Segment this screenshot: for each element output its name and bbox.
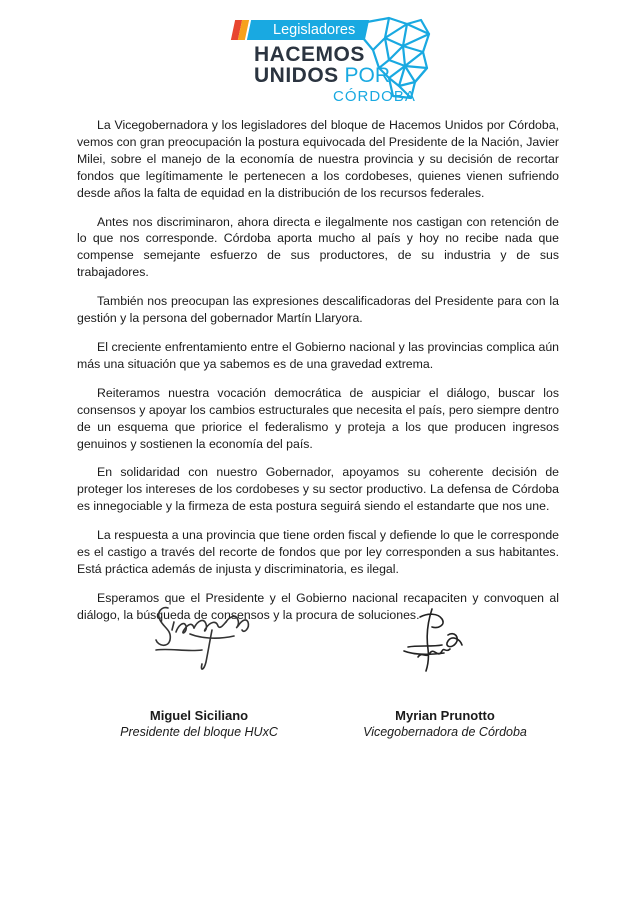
party-logo [229,16,429,105]
signatory-name: Myrian Prunotto [395,708,495,723]
logo-badge: Legisladores [247,20,369,40]
signatory-role: Vicegobernadora de Córdoba [363,725,527,739]
logo-line-2-bold: UNIDOS [254,64,339,87]
signatory-siciliano [99,707,299,741]
signature-prunotto [398,605,468,675]
logo-line-3: CÓRDOBA [333,88,416,105]
paragraph: En solidaridad con nuestro Gobernador, apoyamos su coherente decisión de proteger los intereses de los cordobeses y su sector productivo. La defensa de Córdoba es innegociable y la firmeza de esta postura seguirá siendo el estandarte que nos une. [77,465,559,514]
signatory-role: Presidente del bloque HUxC [120,725,278,739]
paragraph: Antes nos discriminaron, ahora directa e ilegalmente nos castigan con retención de lo que nos corresponde. Córdoba aporta mucho al país y hoy no recibe nada que compense semejante esfuerzo de sus productores, de su industria y de sus trabajadores. [77,214,559,280]
paragraph: Esperamos que el Presidente y el Gobierno nacional recapaciten y convoquen al diálogo, la búsqueda de consensos y la procura de soluciones. [77,590,559,622]
paragraph: El creciente enfrentamiento entre el Gobierno nacional y las provincias complica aún más una situación que ya sabemos es de una gravedad extrema. [77,339,559,371]
statement-body [77,117,559,636]
paragraph: También nos preocupan las expresiones descalificadoras del Presidente para con la gestión y la persona del gobernador Martín Llaryora. [77,294,559,326]
paragraph: Reiteramos nuestra vocación democrática de auspiciar el diálogo, buscar los consensos y apoyar los cambios estructurales que necesita el país, pero siempre dentro de un esquema que priorice el federalismo y proteja a los que producen ingresos genuinos y sostienen la economía del país. [77,385,559,451]
paragraph: La Vicegobernadora y los legisladores del bloque de Hacemos Unidos por Córdoba, vemos con gran preocupación la postura equivocada del Presidente de la Nación, Javier Milei, sobre el manejo de la economía de nuestra provincia y su decisión de recortar fondos que legítimamente le pertenecen a los cordobeses, quienes vienen sufriendo desde años la falta de equidad en la distribución de los recursos federales. [77,118,559,200]
logo-line-2-light: POR [344,64,391,87]
cordoba-map-icon [359,16,431,100]
signature-siciliano [150,600,260,675]
signatory-prunotto [345,707,545,741]
paragraph: La respuesta a una provincia que tiene orden fiscal y defiende lo que le corresponde es el castigo a través del recorte de fondos que por ley corresponden a sus habitantes. Está práctica además de injusta y discriminatoria, es ilegal. [77,528,559,576]
signatory-name: Miguel Siciliano [149,708,249,723]
logo-line-1: HACEMOS [254,43,365,66]
